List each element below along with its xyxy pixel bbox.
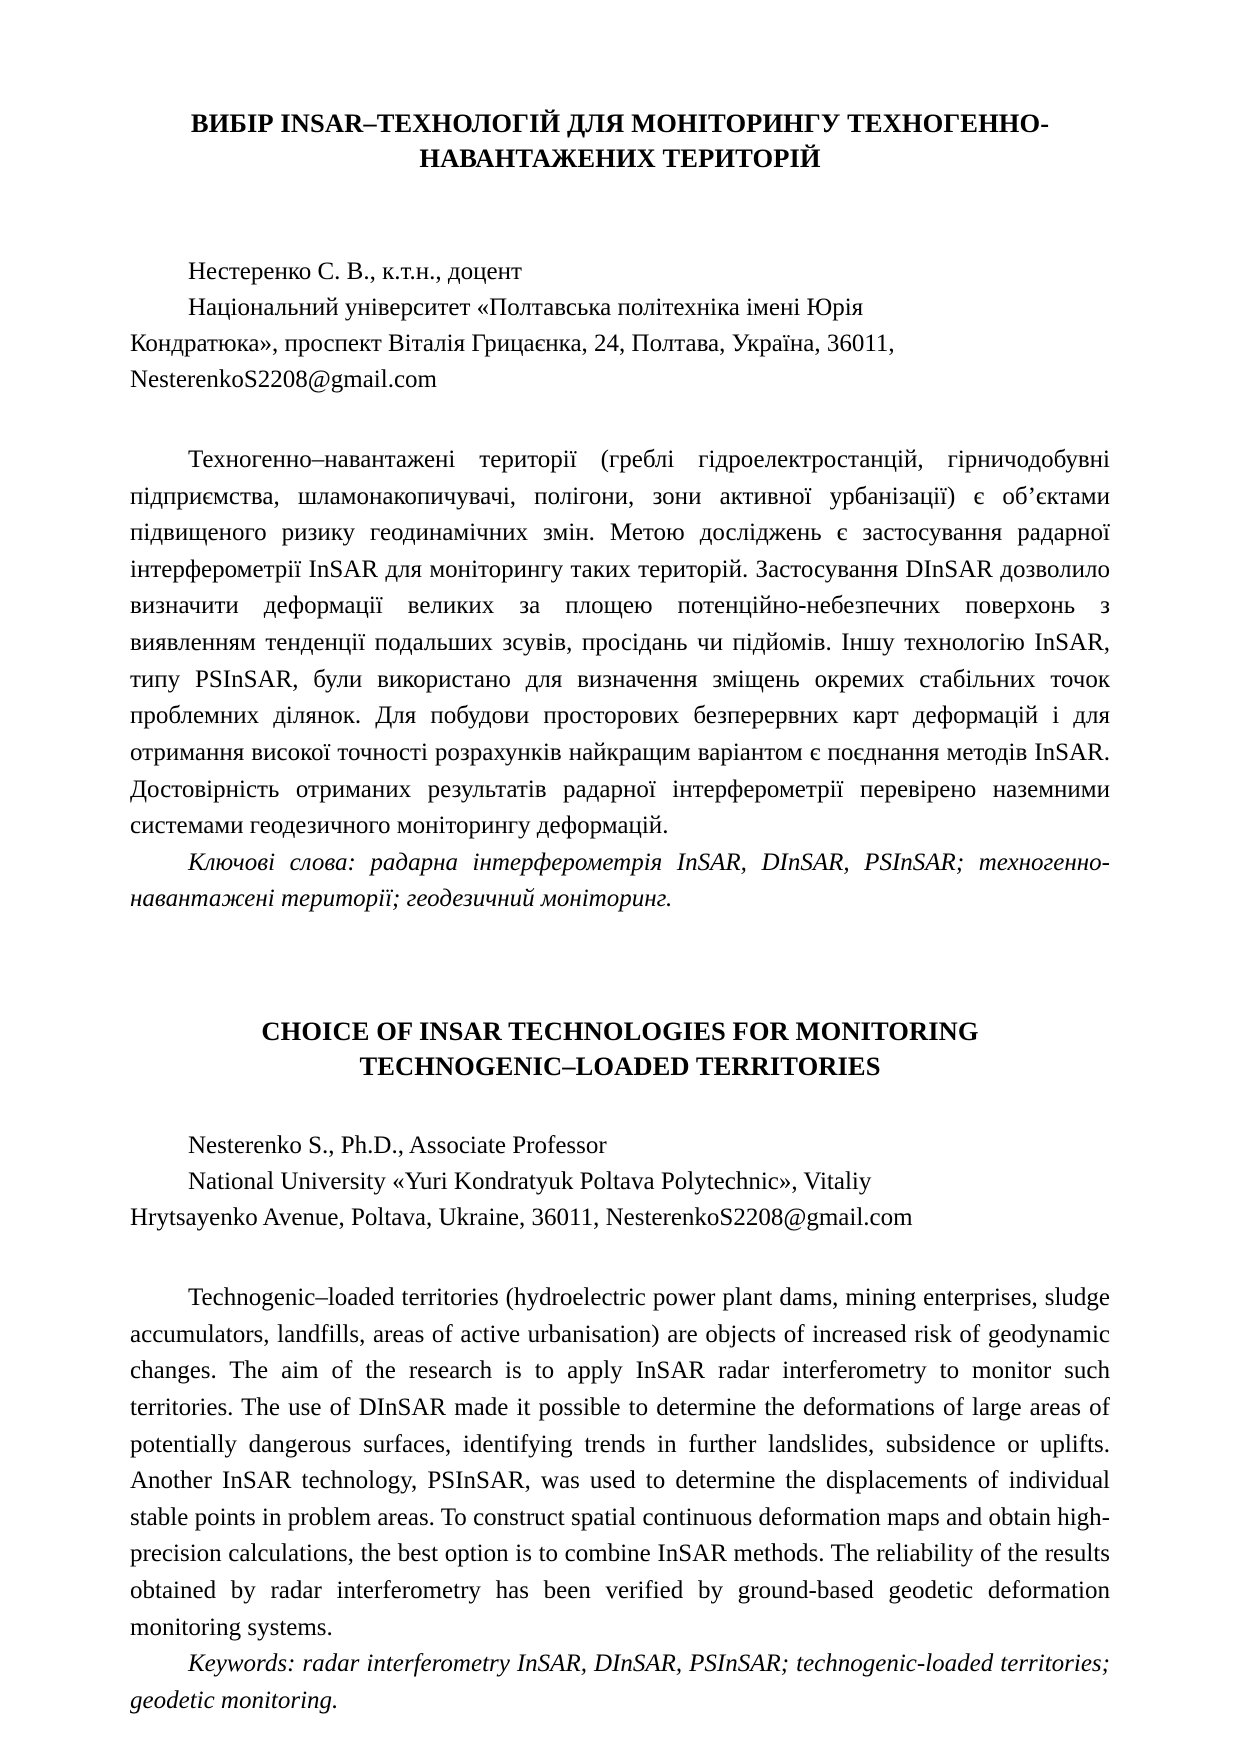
author-name-uk: Нестеренко С. В., к.т.н., доцент [188, 257, 522, 285]
abstract-en: Technogenic–loaded territories (hydroelectric power plant dams, mining enterprises, sludge accumulators, landfills, areas of active urbanisation) are objects of increased risk of geodynamic changes. The aim of the research is to apply InSAR radar interferometry to monitor such territories. The use of DInSAR made it possible to determine the deformations of large areas of potentially dangerous surfaces, identifying trends in further landslides, subsidence or uplifts. Another InSAR technology, PSInSAR, was used to determine the displacements of individual stable points in problem areas. To construct spatial continuous deformation maps and obtain high-precision calculations, the best option is to combine InSAR methods. The reliability of the results obtained by radar interferometry has been verified by ground-based geodetic deformation monitoring systems. [130, 1284, 1110, 1641]
title-en-line-2: TECHNOGENIC–LOADED TERRITORIES [359, 1051, 881, 1082]
spacer-before-abstract-uk [130, 398, 1110, 442]
affiliation-en-line-2: Hrytsayenko Avenue, Poltava, Ukraine, 36011, NesterenkoS2208@gmail.com [130, 1204, 913, 1231]
keywords-uk-text: радарна інтерферометрія InSAR, DInSAR, PSInSAR; техногенно-навантажені території; геодезичний моніторинг. [130, 848, 1110, 913]
affiliation-uk-email: NesterenkoS2208@gmail.com [130, 365, 437, 393]
keywords-en-label: Keywords: [188, 1650, 296, 1678]
spacer-after-title-uk [130, 176, 1110, 254]
page-title-uk [190, 106, 1050, 176]
affiliation-uk-line-1: Національний університет «Полтавська політехніка імені Юрія [188, 293, 864, 321]
page-title-en [200, 1014, 1040, 1084]
author-name-en: Nesterenko S., Ph.D., Associate Professor [188, 1132, 607, 1159]
spacer-before-abstract-en [130, 1236, 1110, 1280]
title-en-line-1: CHOICE OF INSAR TECHNOLOGIES FOR MONITORING [261, 1016, 979, 1047]
author-block-uk [130, 254, 1110, 398]
abstract-uk: Техногенно–навантажені території (греблі гідроелектростанцій, гірничодобувні підприємства, шламонакопичувачі, полігони, зони активної урбанізації) є об’єктами підвищеного ризику геодинамічних змін. Метою досліджень є застосування радарної інтерферометрії InSAR для моніторингу таких територій. Застосування DInSAR дозволило визначити деформації великих за площею потенційно-небезпечних поверхонь з виявленням тенденції подальших зсувів, просідань чи підйомів. Іншу технологію InSAR, типу PSInSAR, були використано для визначення зміщень окремих стабільних точок проблемних ділянок. Для побудови просторових безперервних карт деформацій і для отримання високої точності розрахунків найкращим варіантом є поєднання методів InSAR. Достовірність отриманих результатів радарної інтерферометрії перевірено наземними системами геодезичного моніторингу деформацій. [130, 445, 1110, 840]
keywords-en-text: radar interferometry InSAR, DInSAR, PSInSAR; technogenic-loaded territories; geodetic monitoring. [130, 1650, 1110, 1714]
author-block-en [130, 1128, 1110, 1236]
spacer-between-languages [130, 918, 1110, 1014]
title-uk-line-1: ВИБІР INSAR–ТЕХНОЛОГІЙ ДЛЯ МОНІТОРИНГУ ТЕХНОГЕННО- [190, 108, 1050, 138]
title-uk-line-2: НАВАНТАЖЕНИХ ТЕРИТОРІЙ [419, 142, 821, 173]
keywords-uk [130, 845, 1110, 918]
keywords-en [130, 1646, 1110, 1719]
keywords-uk-label: Ключові слова: [188, 848, 356, 876]
document-body [130, 106, 1110, 1720]
affiliation-en-line-1: National University «Yuri Kondratyuk Poltava Polytechnic», Vitaliy [188, 1168, 872, 1195]
spacer-after-title-en [130, 1084, 1110, 1128]
affiliation-uk-line-2: Кондратюка», проспект Віталія Грицаєнка, 24, Полтава, Україна, 36011, [130, 329, 895, 357]
